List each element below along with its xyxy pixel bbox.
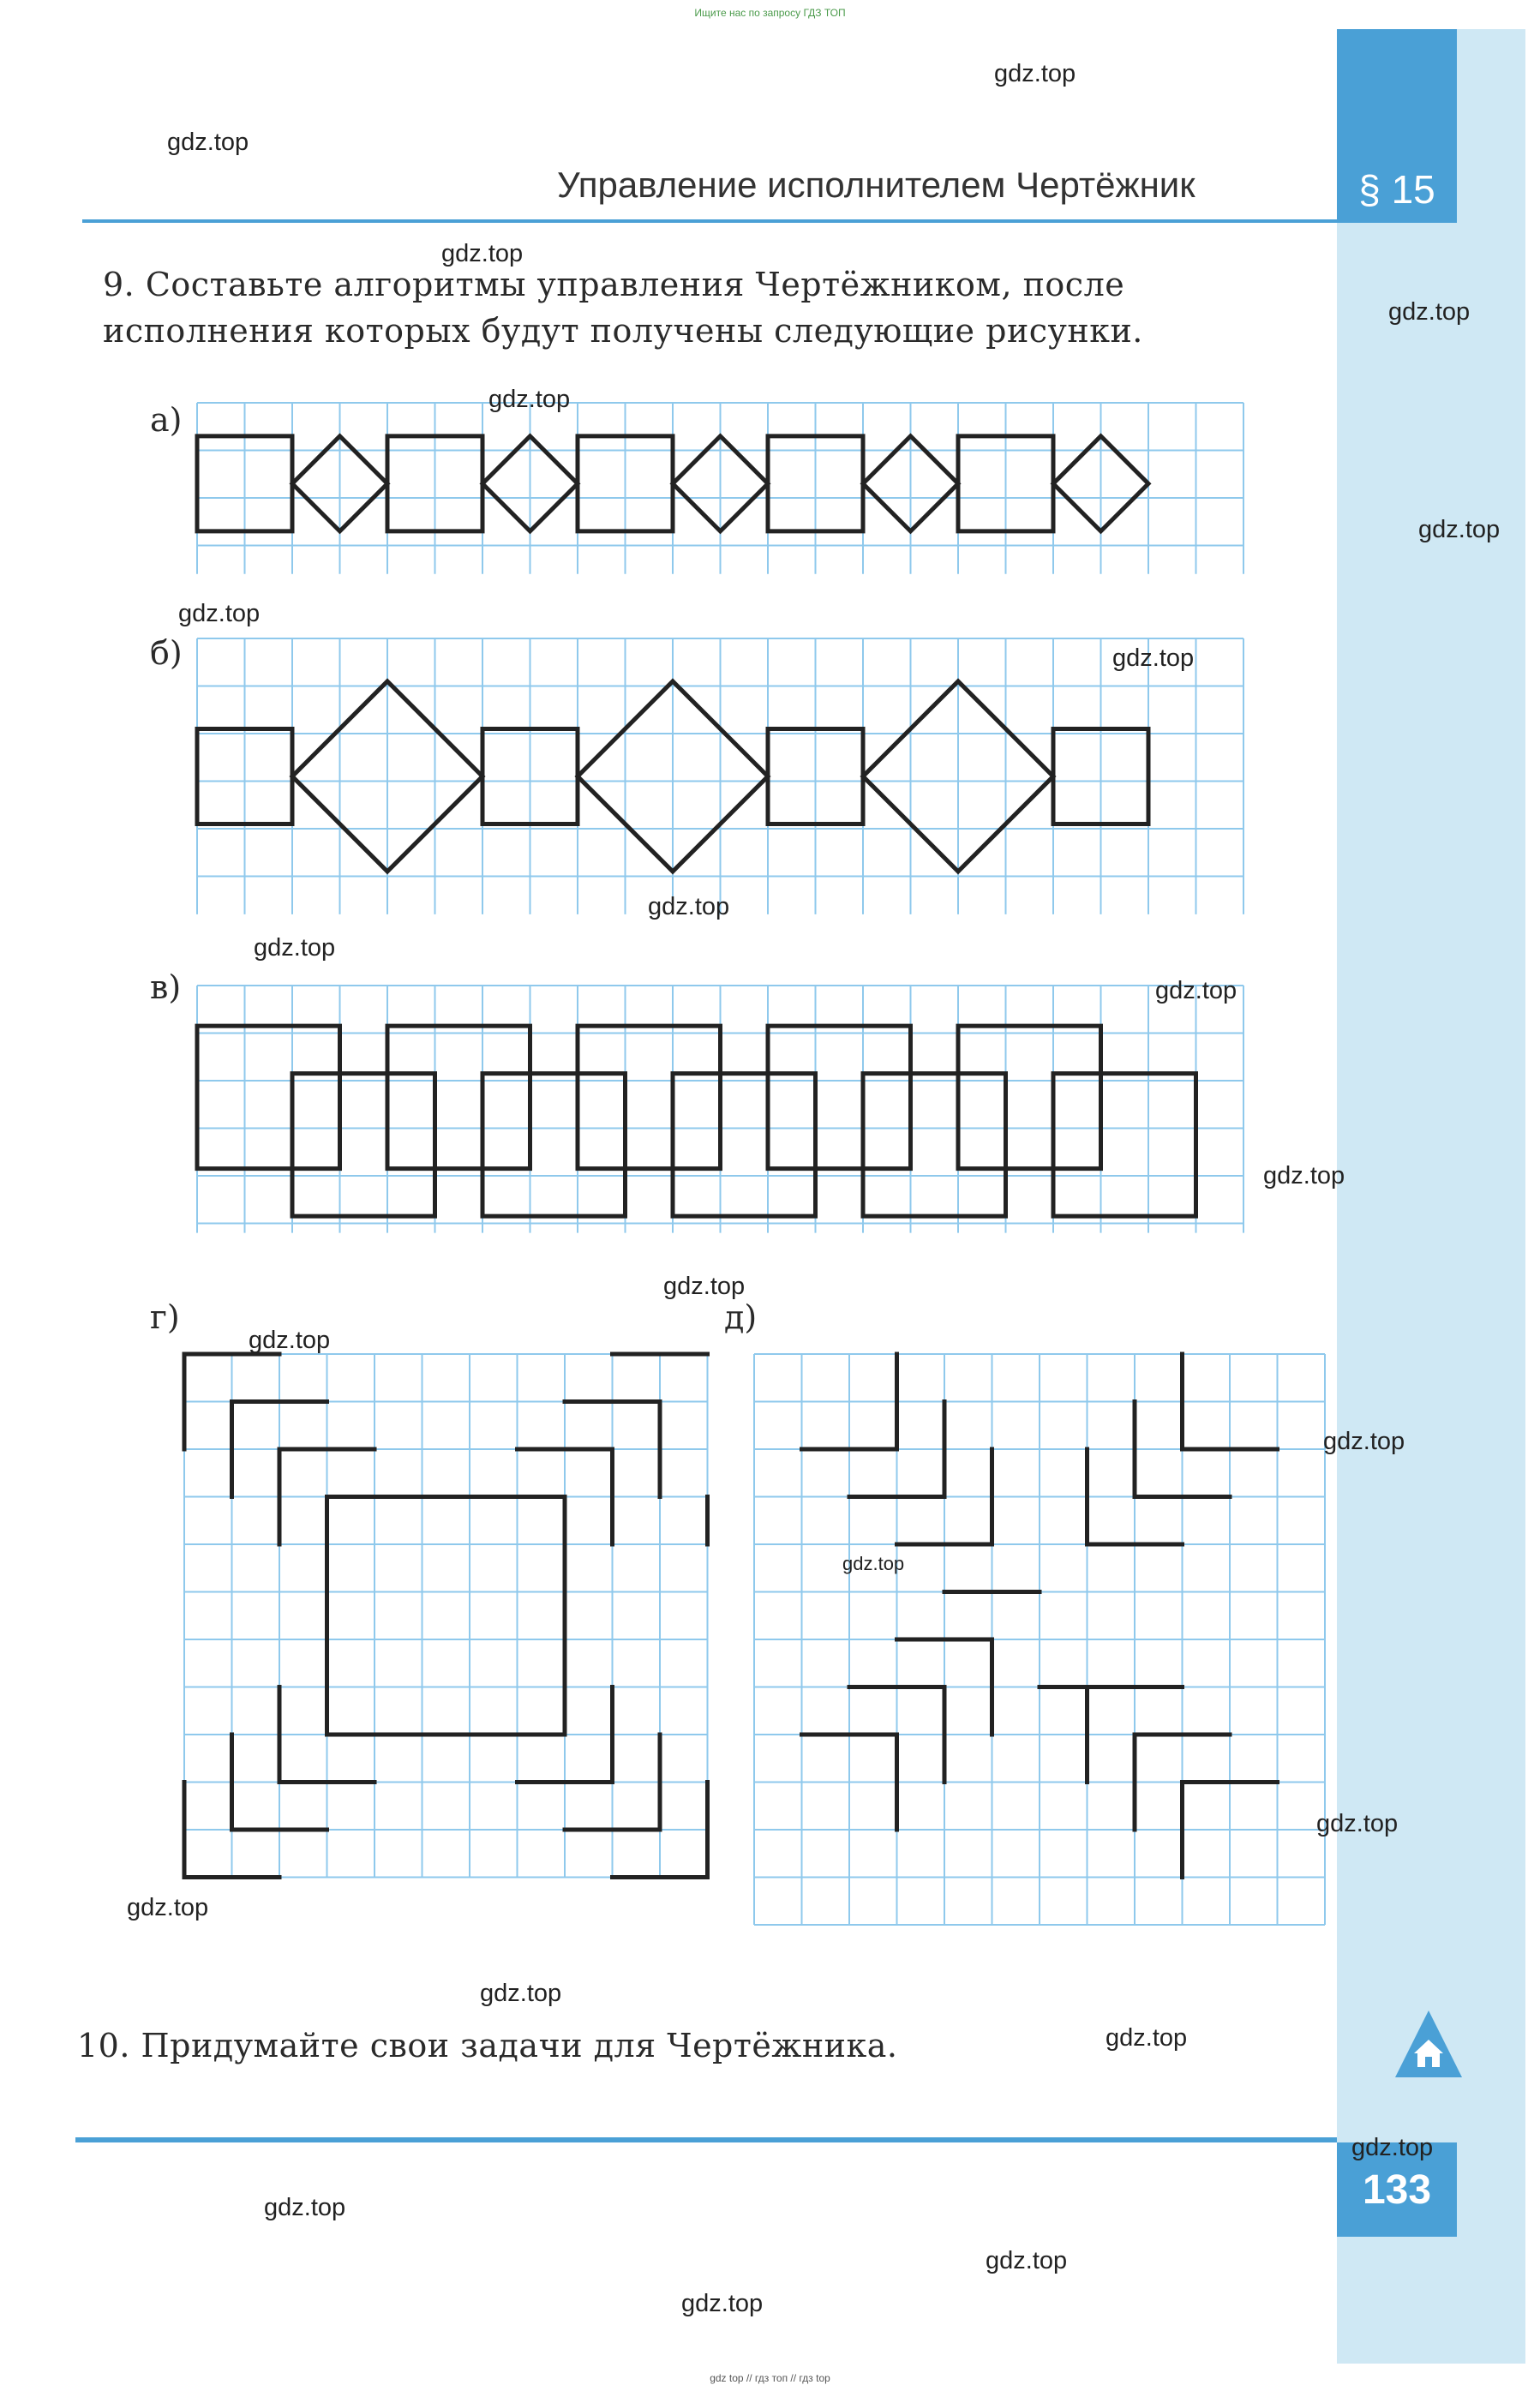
watermark: gdz.top (663, 1273, 746, 1300)
watermark: gdz.top (842, 1553, 905, 1574)
watermark: gdz.top (1112, 644, 1195, 672)
square (768, 1026, 911, 1169)
watermark: gdz.top (254, 934, 336, 962)
figure-label-v: в) (150, 968, 182, 1006)
grid-d (754, 1354, 1325, 1925)
watermark: gdz.top (1351, 2134, 1434, 2161)
shapes-v (197, 1026, 1196, 1216)
watermark: gdz.top (1155, 977, 1237, 1004)
footer-rule (75, 2137, 1337, 2142)
square (673, 1074, 816, 1217)
header-rule (82, 219, 1337, 223)
watermark: gdz.top (127, 1894, 209, 1921)
watermark: gdz.top (264, 2194, 346, 2221)
figure-g (184, 1354, 707, 1877)
figure-a (197, 403, 1268, 583)
square (197, 1026, 340, 1169)
grid-g (184, 1354, 708, 1878)
watermark: gdz.top (986, 2247, 1068, 2274)
watermark: gdz.top (648, 893, 730, 920)
figure-label-a: а) (150, 401, 183, 439)
grid-a (197, 403, 1243, 574)
figure-b (197, 638, 1268, 921)
figure-d (754, 1354, 1303, 1920)
watermark: gdz.top (178, 600, 261, 627)
square (578, 1026, 721, 1169)
watermark: gdz.top (1388, 298, 1471, 326)
figure-label-g: г) (150, 1298, 180, 1336)
watermark: gdz.top (167, 129, 249, 156)
watermark: gdz.top (480, 1980, 562, 2007)
inner-square (327, 1497, 566, 1735)
watermark: gdz.top (488, 386, 571, 413)
watermark: gdz.top (1263, 1162, 1345, 1190)
top-note: Ищите нас по запросу ГДЗ ТОП (694, 7, 846, 19)
watermark: gdz.top (994, 60, 1076, 87)
watermark: gdz.top (441, 240, 524, 267)
shapes-g (184, 1354, 708, 1878)
figure-label-d: д) (724, 1298, 758, 1336)
page-header-title: Управление исполнителем Чертёжник (557, 165, 1195, 205)
watermark: gdz.top (1316, 1810, 1399, 1837)
watermark: gdz.top (1106, 2024, 1188, 2052)
square (387, 1026, 530, 1169)
section-tab: § 15 (1337, 29, 1457, 223)
page-number: 133 (1337, 2142, 1457, 2237)
task-9-text: 9. Составьте алгоритмы управления Чертёжником, после исполнения которых будут получены следующие рисунки. (103, 266, 1143, 350)
square (1053, 1074, 1196, 1217)
square (958, 1026, 1101, 1169)
bottom-note: gdz top // гдз топ // гдз top (710, 2372, 830, 2384)
watermark: gdz.top (1323, 1428, 1405, 1455)
square (863, 1074, 1006, 1217)
grid-b (197, 638, 1243, 914)
watermark: gdz.top (1418, 516, 1501, 543)
square (292, 1074, 435, 1217)
figure-v (197, 986, 1268, 1243)
figure-label-b: б) (150, 634, 183, 672)
square (482, 1074, 626, 1217)
watermark: gdz.top (249, 1327, 331, 1354)
home-icon[interactable] (1390, 2005, 1467, 2082)
task-10-text: 10. Придумайте свои задачи для Чертёжника. (77, 2027, 898, 2064)
watermark: gdz.top (681, 2290, 764, 2317)
